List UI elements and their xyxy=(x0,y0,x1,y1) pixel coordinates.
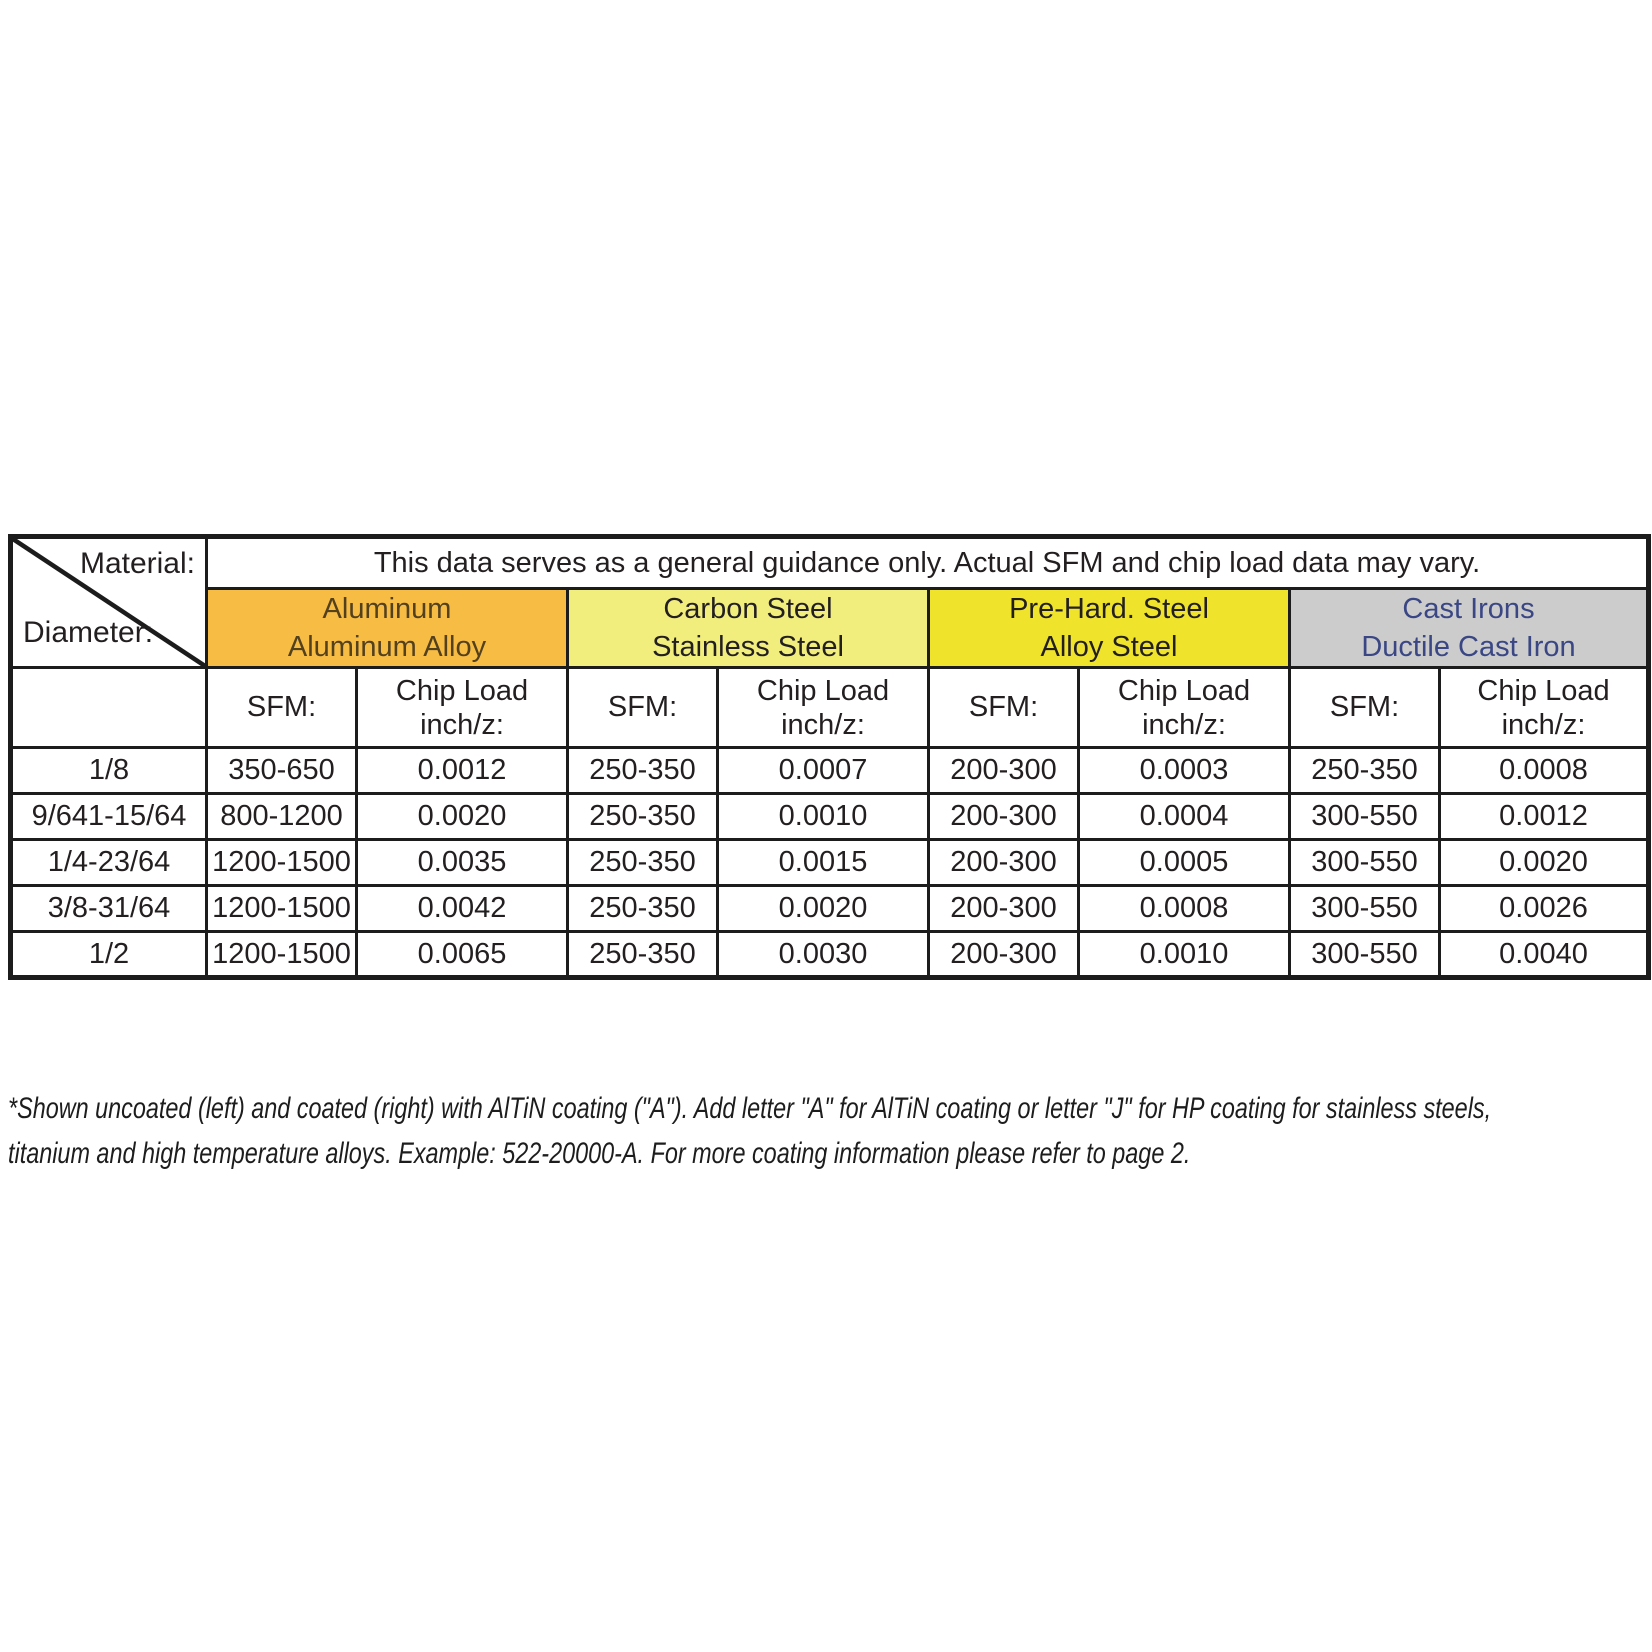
material-group-cast-irons xyxy=(1290,589,1649,668)
material-group-line1: Pre-Hard. Steel xyxy=(1009,593,1209,625)
empty-cell xyxy=(11,668,207,748)
chip-load-value: 0.0012 xyxy=(357,748,568,794)
chip-load-value: 0.0026 xyxy=(1440,886,1649,932)
sfm-value: 250-350 xyxy=(568,932,718,978)
material-group-line2: Alloy Steel xyxy=(1040,631,1178,663)
table-row xyxy=(11,794,1649,840)
sfm-value: 200-300 xyxy=(929,886,1079,932)
table-row xyxy=(11,748,1649,794)
chip-load-header-line2: inch/z: xyxy=(781,708,865,741)
chip-load-header-line2: inch/z: xyxy=(1142,708,1226,741)
chip-load-header-line2: inch/z: xyxy=(420,708,504,741)
chip-load-header xyxy=(718,668,929,748)
chip-load-value: 0.0010 xyxy=(718,794,929,840)
sfm-value: 250-350 xyxy=(568,886,718,932)
chip-load-value: 0.0040 xyxy=(1440,932,1649,978)
chip-load-header-line1: Chip Load xyxy=(756,674,890,707)
speeds-feeds-table-wrap xyxy=(8,534,1651,980)
sfm-value: 1200-1500 xyxy=(207,840,357,886)
chip-load-value: 0.0020 xyxy=(718,886,929,932)
table-row xyxy=(11,932,1649,978)
sfm-header: SFM: xyxy=(1290,668,1440,748)
chip-load-value: 0.0007 xyxy=(718,748,929,794)
chip-load-value: 0.0010 xyxy=(1079,932,1290,978)
chip-load-header-line1: Chip Load xyxy=(395,674,529,707)
sfm-value: 300-550 xyxy=(1290,932,1440,978)
chip-load-value: 0.0008 xyxy=(1079,886,1290,932)
diameter-value: 1/2 xyxy=(11,932,207,978)
chip-load-value: 0.0065 xyxy=(357,932,568,978)
chip-load-header xyxy=(1079,668,1290,748)
diameter-value: 9/641-15/64 xyxy=(11,794,207,840)
chip-load-header xyxy=(1440,668,1649,748)
speeds-feeds-table xyxy=(8,534,1651,980)
chip-load-value: 0.0020 xyxy=(357,794,568,840)
chip-load-value: 0.0012 xyxy=(1440,794,1649,840)
chip-load-header xyxy=(357,668,568,748)
chip-load-value: 0.0020 xyxy=(1440,840,1649,886)
sfm-value: 300-550 xyxy=(1290,794,1440,840)
sfm-value: 1200-1500 xyxy=(207,932,357,978)
material-group-line2: Aluminum Alloy xyxy=(287,631,487,663)
coating-footnote xyxy=(8,1086,1652,1176)
sfm-value: 200-300 xyxy=(929,794,1079,840)
chip-load-value: 0.0005 xyxy=(1079,840,1290,886)
material-group-aluminum xyxy=(207,589,568,668)
guidance-notice: This data serves as a general guidance only. Actual SFM and chip load data may vary. xyxy=(207,537,1649,589)
sfm-header: SFM: xyxy=(568,668,718,748)
material-label: Material: xyxy=(79,547,195,580)
material-group-line1: Carbon Steel xyxy=(663,593,833,625)
footnote-line2: titanium and high temperature alloys. Example: 522-20000-A. For more coating information please refer to page 2. xyxy=(8,1137,1191,1170)
sfm-value: 250-350 xyxy=(568,794,718,840)
material-group-line2: Ductile Cast Iron xyxy=(1361,631,1576,663)
corner-cell xyxy=(11,537,207,668)
chip-load-value: 0.0030 xyxy=(718,932,929,978)
chip-load-value: 0.0004 xyxy=(1079,794,1290,840)
diameter-label: Diameter: xyxy=(23,616,154,649)
chip-load-header-line1: Chip Load xyxy=(1117,674,1251,707)
material-group-carbon-steel xyxy=(568,589,929,668)
material-group-line2: Stainless Steel xyxy=(652,631,844,663)
diameter-value: 3/8-31/64 xyxy=(11,886,207,932)
footnote-line1: *Shown uncoated (left) and coated (right) with AlTiN coating ("A"). Add letter "A" for AlTiN coating or letter "J" for HP coating for stainless steels, xyxy=(8,1092,1492,1125)
sfm-value: 250-350 xyxy=(568,748,718,794)
sfm-value: 300-550 xyxy=(1290,886,1440,932)
sfm-value: 1200-1500 xyxy=(207,886,357,932)
chip-load-value: 0.0035 xyxy=(357,840,568,886)
sfm-value: 350-650 xyxy=(207,748,357,794)
sfm-value: 200-300 xyxy=(929,840,1079,886)
sfm-value: 300-550 xyxy=(1290,840,1440,886)
chip-load-value: 0.0015 xyxy=(718,840,929,886)
diameter-value: 1/4-23/64 xyxy=(11,840,207,886)
chip-load-header-line1: Chip Load xyxy=(1477,674,1610,707)
sfm-value: 250-350 xyxy=(1290,748,1440,794)
sfm-header: SFM: xyxy=(207,668,357,748)
material-group-prehard-steel xyxy=(929,589,1290,668)
sfm-value: 800-1200 xyxy=(207,794,357,840)
chip-load-value: 0.0008 xyxy=(1440,748,1649,794)
sfm-header: SFM: xyxy=(929,668,1079,748)
chip-load-value: 0.0042 xyxy=(357,886,568,932)
chip-load-value: 0.0003 xyxy=(1079,748,1290,794)
diameter-value: 1/8 xyxy=(11,748,207,794)
table-row xyxy=(11,840,1649,886)
table-row xyxy=(11,886,1649,932)
sfm-value: 200-300 xyxy=(929,748,1079,794)
sfm-value: 200-300 xyxy=(929,932,1079,978)
sfm-value: 250-350 xyxy=(568,840,718,886)
chip-load-header-line2: inch/z: xyxy=(1501,708,1586,741)
material-group-line1: Cast Irons xyxy=(1402,593,1535,625)
material-group-line1: Aluminum xyxy=(322,593,452,625)
